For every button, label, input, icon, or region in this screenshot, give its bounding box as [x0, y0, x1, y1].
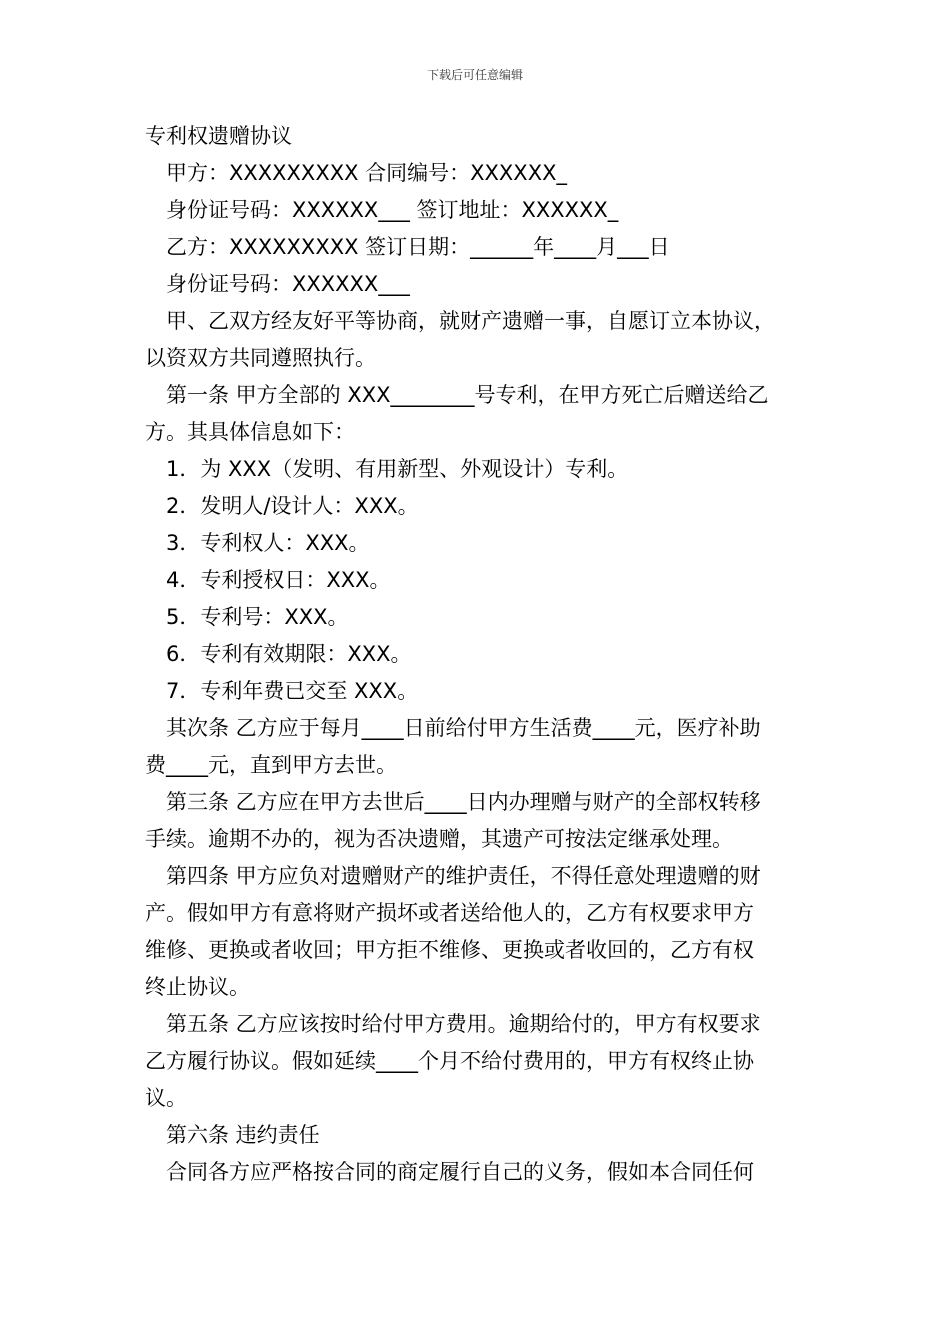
list-item: 3．专利权人：XXX。: [166, 531, 370, 555]
paragraph-line: 方。其具体信息如下：: [145, 420, 355, 444]
party-a-id-line: 身份证号码：XXXXXX___ 签订地址：XXXXXX_: [166, 198, 619, 222]
paragraph-line: 第一条 甲方全部的 XXX________号专利，在甲方死亡后赠送给乙: [166, 383, 769, 407]
paragraph-line: 维修、更换或者收回；甲方拒不维修、更换或者收回的，乙方有权: [145, 938, 754, 962]
header-note: 下载后可任意编辑: [426, 68, 523, 82]
paragraph-line: 第五条 乙方应该按时给付甲方费用。逾期给付的，甲方有权要求: [166, 1012, 761, 1036]
article-4-paragraph: [145, 858, 810, 1006]
party-b-id-line: 身份证号码：XXXXXX___: [166, 272, 410, 296]
paragraph-line: 乙方履行协议。假如延续____个月不给付费用的，甲方有权终止协: [145, 1049, 754, 1073]
list-item: 4．专利授权日：XXX。: [166, 568, 391, 592]
list-item: 5．专利号：XXX。: [166, 605, 349, 629]
paragraph-line: 产。假如甲方有意将财产损坏或者送给他人的，乙方有权要求甲方: [145, 901, 754, 925]
paragraph-line: 手续。逾期不办的，视为否决遗赠，其遗产可按法定继承处理。: [145, 827, 733, 851]
list-item: 7．专利年费已交至 XXX。: [166, 679, 419, 703]
paragraph-line: 费____元，直到甲方去世。: [145, 753, 397, 777]
article-6-body: 合同各方应严格按合同的商定履行自己的义务，假如本合同任何: [166, 1160, 754, 1184]
paragraph-line: 甲、乙双方经友好平等协商，就财产遗赠一事，自愿订立本协议，: [166, 309, 775, 333]
intro-paragraph: [145, 303, 810, 377]
party-a-line: 甲方：XXXXXXXXX 合同编号：XXXXXX_: [166, 161, 567, 185]
paragraph-line: 其次条 乙方应于每月____日前给付甲方生活费____元，医疗补助: [166, 716, 761, 740]
article-2-paragraph: [145, 710, 810, 784]
paragraph-line: 第四条 甲方应负对遗赠财产的维护责任，不得任意处理遗赠的财: [166, 864, 761, 888]
paragraph-line: 第三条 乙方应在甲方去世后____日内办理赠与财产的全部权转移: [166, 790, 761, 814]
paragraph-line: 以资双方共同遵照执行。: [145, 346, 376, 370]
paragraph-line: 议。: [145, 1086, 187, 1110]
patent-info-list: [145, 451, 810, 710]
article-3-paragraph: [145, 784, 810, 858]
party-b-line: 乙方：XXXXXXXXX 签订日期：______年____月___日: [166, 235, 670, 259]
article-6-title: 第六条 违约责任: [166, 1123, 320, 1147]
list-item: 6．专利有效期限：XXX。: [166, 642, 412, 666]
article-5-paragraph: [145, 1006, 810, 1117]
list-item: 1．为 XXX（发明、有用新型、外观设计）专利。: [166, 457, 629, 481]
document-title: 专利权遗赠协议: [145, 124, 292, 148]
list-item: 2．发明人/设计人：XXX。: [166, 494, 419, 518]
paragraph-line: 终止协议。: [145, 975, 250, 999]
document-body: [145, 118, 810, 1191]
article-1-paragraph: [145, 377, 810, 451]
